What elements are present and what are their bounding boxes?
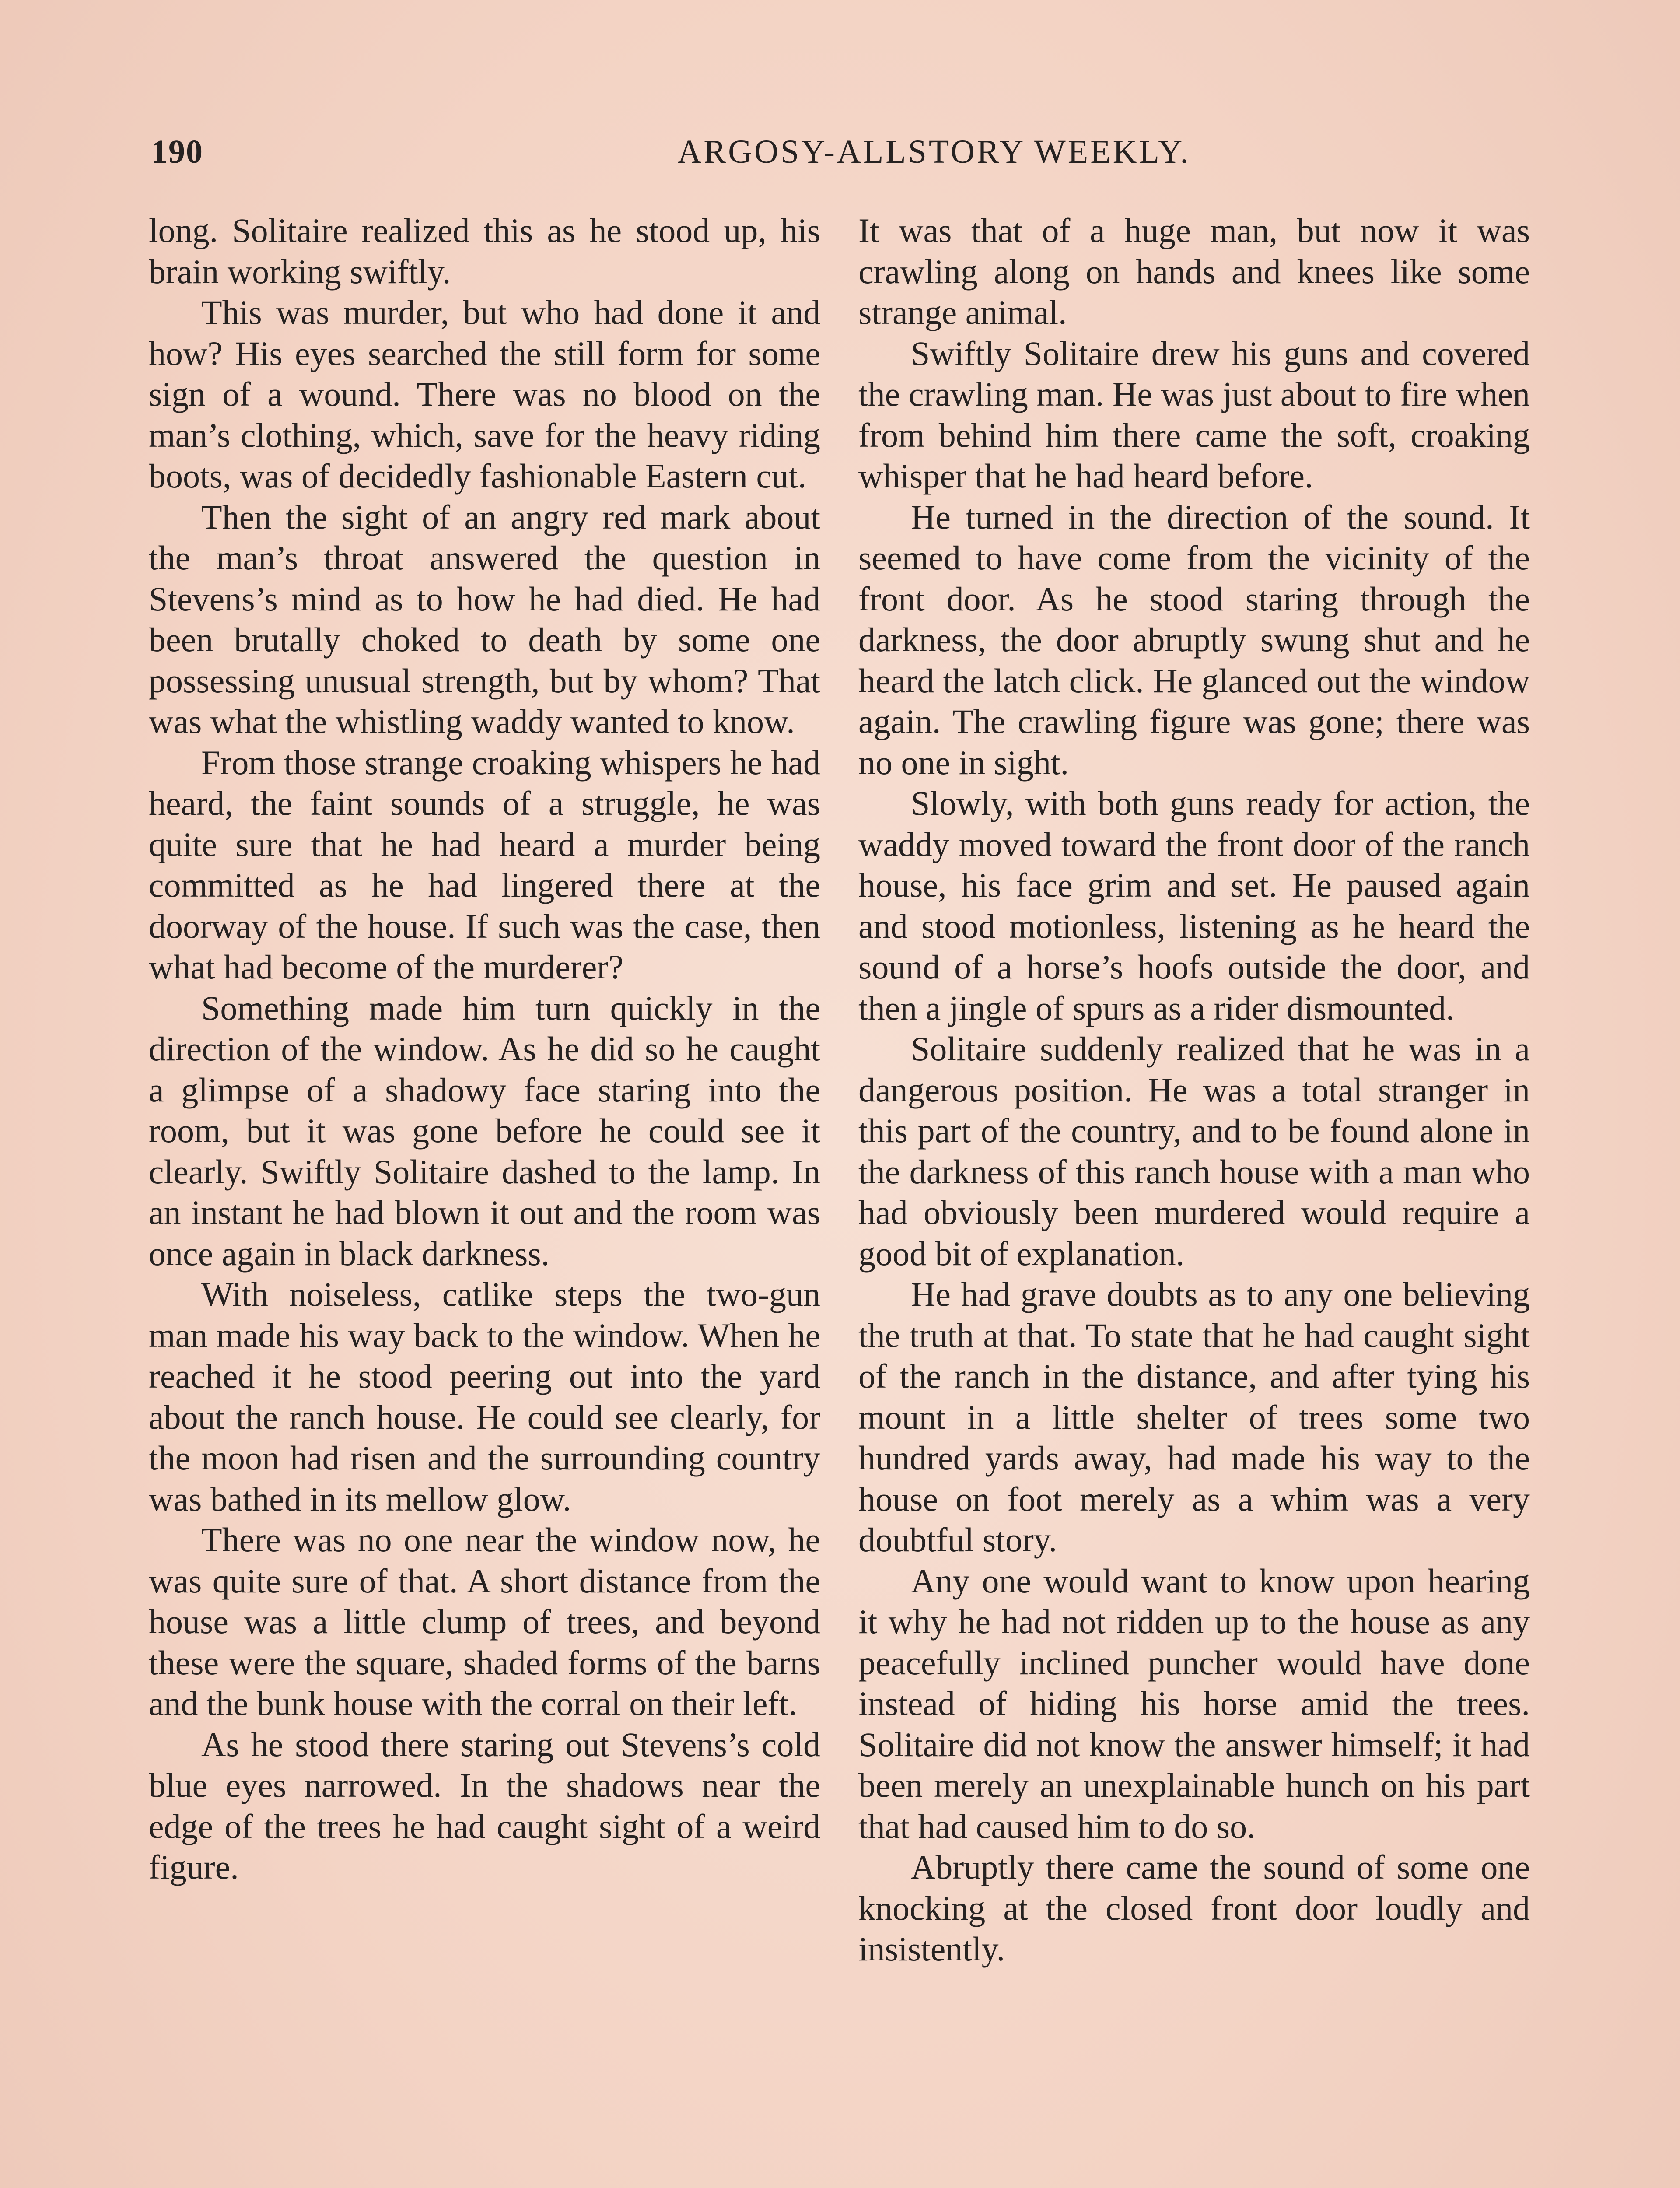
paragraph: Any one would want to know upon hearing it why he had not ridden up to the house as any peacefully inclined puncher would have done instead of hiding his horse amid the trees. Solitaire did not know the answer himself; it had been merely an unexplainable hunch on his part that had caused him to do so. <box>858 1561 1530 1845</box>
paragraph: It was that of a huge man, but now it was crawling along on hands and knees like some strange animal. <box>858 211 1530 331</box>
paragraph: This was murder, but who had done it and how? His eyes searched the still form for some sign of a wound. There was no blood on the man’s clothing, which, save for the heavy riding boots, was of decidedly fashionable Eastern cut. <box>149 293 820 495</box>
paragraph: As he stood there staring out Stevens’s cold blue eyes narrowed. In the shadows near the edge of the trees he had caught sight of a weird figure. <box>149 1725 820 1886</box>
paragraph: From those strange croaking whispers he had heard, the faint sounds of a struggle, he was quite sure that he had heard a murder being committed as he had lingered there at the doorway of the house. If such was the case, then what had become of the murderer? <box>149 743 820 986</box>
paragraph: Something made him turn quickly in the direction of the window. As he did so he caught a glimpse of a shadowy face staring into the room, but it was gone before he could see it clearly. Swiftly Solitaire dashed to the lamp. In an instant he had blown it out and the room was once again in black darkness. <box>149 989 820 1273</box>
paragraph: Swiftly Solitaire drew his guns and covered the crawling man. He was just about to fire when from behind him there came the soft, croaking whisper that he had heard before. <box>858 334 1530 495</box>
right-column <box>858 210 1530 1970</box>
paragraph: With noiseless, catlike steps the two-gun man made his way back to the window. When he reached it he stood peering out into the yard about the ranch house. He could see clearly, for the moon had risen and the surrounding country was bathed in its mellow glow. <box>149 1275 820 1518</box>
page-number: 190 <box>151 133 203 170</box>
paragraph: Then the sight of an angry red mark about the man’s throat answered the question in Stevens’s mind as to how he had died. He had been brutally choked to death by some one possessing unusual strength, but by whom? That was what the whistling waddy wanted to know. <box>149 498 820 740</box>
paragraph: He had grave doubts as to any one believing the truth at that. To state that he had caught sight of the ranch in the distance, and after tying his mount in a little shelter of trees some two hundred yards away, had made his way to the house on foot merely as a whim was a very doubtful story. <box>858 1275 1530 1559</box>
paragraph: There was no one near the window now, he was quite sure of that. A short distance from the house was a little clump of trees, and beyond these were the square, shaded forms of the barns and the bunk house with the corral on their left. <box>149 1521 820 1722</box>
paragraph: long. Solitaire realized this as he stood up, his brain working swiftly. <box>149 211 820 291</box>
paragraph: Solitaire suddenly realized that he was in a dangerous position. He was a total stranger in this part of the country, and to be found alone in the darkness of this ranch house with a man who had obviously been murdered would require a good bit of explanation. <box>858 1030 1530 1273</box>
running-title: ARGOSY-ALLSTORY WEEKLY. <box>677 133 1191 170</box>
paragraph: Slowly, with both guns ready for action, the waddy moved toward the front door of the ranch house, his face grim and set. He paused again and stood motionless, listening as he heard the sound of a horse’s hoofs outside the door, and then a jingle of spurs as a rider dismounted. <box>858 784 1530 1027</box>
paragraph: Abruptly there came the sound of some one knocking at the closed front door loudly and insistently. <box>858 1848 1530 1968</box>
paragraph: He turned in the direction of the sound. It seemed to have come from the vicinity of the front door. As he stood staring through the darkness, the door abruptly swung shut and he heard the latch click. He glanced out the window again. The crawling figure was gone; there was no one in sight. <box>858 498 1530 782</box>
page-header <box>151 128 1551 185</box>
left-column <box>149 210 820 1888</box>
